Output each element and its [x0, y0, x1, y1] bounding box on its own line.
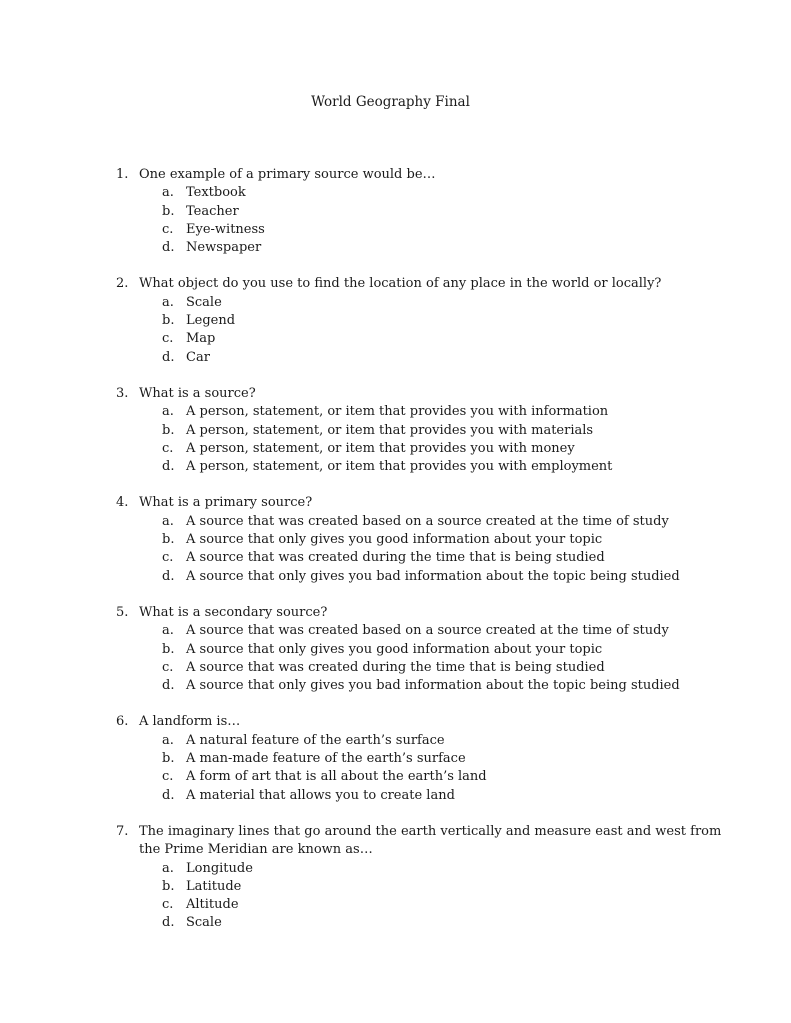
option-letter: a. — [162, 623, 174, 639]
question-7 — [116, 823, 736, 933]
option-c — [116, 768, 736, 786]
option-text: A source that was created during the time that is being studied — [186, 550, 605, 566]
option-letter: d. — [162, 568, 175, 584]
question-line — [116, 713, 736, 731]
option-a — [116, 184, 736, 202]
question-line — [116, 385, 736, 403]
option-letter: b. — [162, 313, 175, 329]
question-text: The imaginary lines that go around the earth vertically and measure east and west from the Prime Meridian are known as… — [139, 823, 722, 858]
option-list — [116, 860, 736, 933]
option-b — [116, 878, 736, 896]
question-4 — [116, 494, 736, 585]
option-text: A person, statement, or item that provides you with employment — [186, 459, 613, 475]
option-letter: a. — [162, 404, 174, 420]
question-line — [116, 604, 736, 622]
option-d — [116, 239, 736, 257]
question-line — [116, 275, 736, 293]
option-c — [116, 221, 736, 239]
option-text: Altitude — [186, 897, 239, 913]
option-letter: c. — [162, 769, 174, 785]
page-title: World Geography Final — [311, 94, 470, 110]
option-letter: d. — [162, 349, 175, 365]
option-text: Eye-witness — [186, 221, 265, 237]
option-text: Teacher — [186, 203, 239, 219]
question-2 — [116, 275, 736, 366]
option-c — [116, 549, 736, 567]
option-a — [116, 732, 736, 750]
question-line — [116, 823, 736, 860]
question-line — [116, 166, 736, 184]
option-b — [116, 312, 736, 330]
option-text: Scale — [186, 294, 222, 310]
option-text: A source that only gives you good information about your topic — [186, 641, 603, 657]
option-letter: a. — [162, 294, 174, 310]
option-text: A form of art that is all about the earth’s land — [186, 769, 487, 785]
option-list — [116, 403, 736, 476]
option-c — [116, 330, 736, 348]
option-letter: b. — [162, 532, 175, 548]
question-text: One example of a primary source would be… — [139, 167, 436, 182]
option-b — [116, 750, 736, 768]
option-a — [116, 403, 736, 421]
option-a — [116, 860, 736, 878]
option-letter: c. — [162, 550, 174, 566]
option-a — [116, 294, 736, 312]
question-list — [116, 166, 736, 951]
option-list — [116, 294, 736, 367]
question-text: What object do you use to find the location of any place in the world or locally? — [139, 276, 662, 292]
question-3 — [116, 385, 736, 476]
option-text: A source that only gives you bad information about the topic being studied — [186, 678, 680, 694]
option-text: A person, statement, or item that provides you with money — [186, 440, 575, 456]
option-letter: d. — [162, 459, 175, 475]
option-letter: a. — [162, 185, 174, 201]
option-d — [116, 914, 736, 932]
option-list — [116, 622, 736, 695]
option-text: A natural feature of the earth’s surface — [186, 732, 445, 748]
option-text: A person, statement, or item that provides you with materials — [186, 422, 594, 438]
option-b — [116, 203, 736, 221]
option-a — [116, 622, 736, 640]
option-text: Textbook — [186, 185, 246, 201]
question-number: 1. — [116, 167, 129, 182]
option-b — [116, 641, 736, 659]
option-text: A source that only gives you good information about your topic — [186, 532, 603, 548]
option-text: Scale — [186, 915, 222, 931]
option-b — [116, 422, 736, 440]
question-number: 5. — [116, 604, 129, 620]
option-d — [116, 677, 736, 695]
option-text: A source that only gives you bad information about the topic being studied — [186, 568, 680, 584]
option-letter: a. — [162, 513, 174, 529]
option-letter: b. — [162, 422, 175, 438]
option-text: A source that was created during the time that is being studied — [186, 659, 605, 675]
option-letter: b. — [162, 641, 175, 657]
option-letter: d. — [162, 915, 175, 931]
option-a — [116, 513, 736, 531]
question-line — [116, 494, 736, 512]
option-c — [116, 440, 736, 458]
question-1 — [116, 166, 736, 257]
question-6 — [116, 713, 736, 804]
option-d — [116, 787, 736, 805]
option-text: Latitude — [186, 878, 242, 894]
option-list — [116, 513, 736, 586]
option-text: A source that was created based on a source created at the time of study — [186, 513, 669, 529]
option-text: A man-made feature of the earth’s surface — [186, 751, 466, 767]
option-letter: c. — [162, 897, 174, 913]
option-letter: d. — [162, 787, 175, 803]
option-list — [116, 184, 736, 257]
option-text: A source that was created based on a source created at the time of study — [186, 623, 669, 639]
option-letter: b. — [162, 751, 175, 767]
option-text: A material that allows you to create land — [186, 787, 455, 803]
question-text: A landform is… — [139, 714, 241, 730]
question-number: 4. — [116, 495, 129, 511]
question-number: 7. — [116, 823, 129, 839]
question-text: What is a source? — [139, 385, 256, 401]
option-letter: b. — [162, 203, 175, 219]
option-text: Car — [186, 349, 210, 365]
question-text: What is a secondary source? — [139, 604, 328, 620]
option-letter: d. — [162, 678, 175, 694]
option-letter: c. — [162, 331, 174, 347]
option-letter: a. — [162, 860, 174, 876]
option-b — [116, 531, 736, 549]
option-text: Longitude — [186, 860, 253, 876]
option-list — [116, 732, 736, 805]
option-c — [116, 659, 736, 677]
question-5 — [116, 604, 736, 695]
option-text: Newspaper — [186, 240, 262, 256]
option-letter: c. — [162, 659, 174, 675]
option-letter: c. — [162, 221, 174, 237]
option-text: Legend — [186, 313, 236, 329]
question-number: 3. — [116, 385, 129, 401]
question-number: 6. — [116, 714, 129, 730]
option-text: A person, statement, or item that provides you with information — [186, 404, 609, 420]
question-text: What is a primary source? — [139, 495, 313, 511]
option-letter: c. — [162, 440, 174, 456]
option-d — [116, 458, 736, 476]
option-d — [116, 349, 736, 367]
option-letter: d. — [162, 240, 175, 256]
option-text: Map — [186, 331, 216, 347]
option-letter: a. — [162, 732, 174, 748]
question-number: 2. — [116, 276, 129, 292]
option-c — [116, 896, 736, 914]
option-letter: b. — [162, 878, 175, 894]
option-d — [116, 568, 736, 586]
